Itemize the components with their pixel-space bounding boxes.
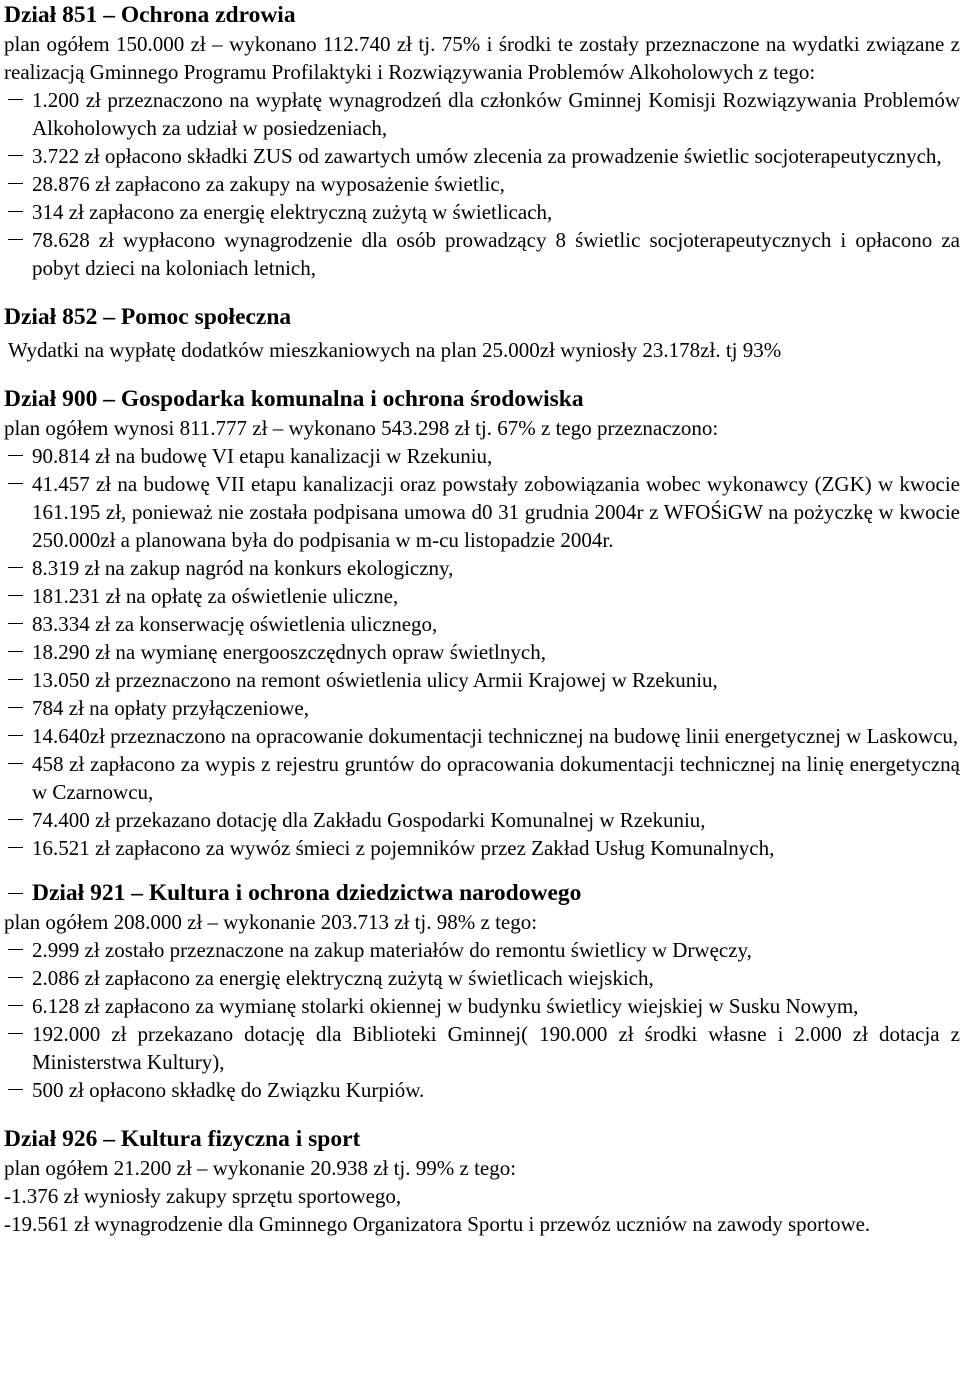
list-item: 458 zł zapłacono za wypis z rejestru gruntów do opracowania dokumentacji technicznej na linię energetyczną w Czarnowcu, <box>4 750 960 806</box>
section-926-intro: plan ogółem 21.200 zł – wykonanie 20.938 zł tj. 99% z tego: <box>4 1156 517 1180</box>
section-852-text: Wydatki na wypłatę dodatków mieszkaniowych na plan 25.000zł wyniosły 23.178zł. tj 93% <box>8 338 782 362</box>
list-item: 192.000 zł przekazano dotację dla Biblioteki Gminnej( 190.000 zł środki własne i 2.000 zł dotacja z Ministerstwa Kultury), <box>4 1020 960 1076</box>
section-851-heading: Dział 851 – Ochrona zdrowia <box>4 2 296 28</box>
dash-bullet <box>8 183 23 184</box>
section-926-heading: Dział 926 – Kultura fizyczna i sport <box>4 1126 361 1152</box>
section-900-heading: Dział 900 – Gospodarka komunalna i ochrona środowiska <box>4 386 584 412</box>
dash-bullet <box>8 679 23 680</box>
list-item: 74.400 zł przekazano dotację dla Zakładu Gospodarki Komunalnej w Rzekuniu, <box>4 806 960 834</box>
section-921-heading: Dział 921 – Kultura i ochrona dziedzictwa narodowego <box>4 878 960 908</box>
section-852-heading: Dział 852 – Pomoc społeczna <box>4 304 292 330</box>
list-item: 28.876 zł zapłacono za zakupy na wyposażenie świetlic, <box>4 170 960 198</box>
section-900-intro: plan ogółem wynosi 811.777 zł – wykonano 543.298 zł tj. 67% z tego przeznaczono: <box>4 416 719 440</box>
list-item: 500 zł opłacono składkę do Związku Kurpiów. <box>4 1076 960 1104</box>
dash-bullet <box>8 595 23 596</box>
list-item: 16.521 zł zapłacono za wywóz śmieci z pojemników przez Zakład Usług Komunalnych, <box>4 834 960 862</box>
list-item: 784 zł na opłaty przyłączeniowe, <box>4 694 960 722</box>
list-item: 8.319 zł na zakup nagród na konkurs ekologiczny, <box>4 554 960 582</box>
dash-bullet <box>8 483 23 484</box>
list-item: 181.231 zł na opłatę za oświetlenie uliczne, <box>4 582 960 610</box>
dash-bullet <box>8 155 23 156</box>
list-item: 1.200 zł przeznaczono na wypłatę wynagrodzeń dla członków Gminnej Komisji Rozwiązywania Problemów Alkoholowych za udział w posiedzeniach, <box>4 86 960 142</box>
list-item: 3.722 zł opłacono składki ZUS od zawartych umów zlecenia za prowadzenie świetlic socjoterapeutycznych, <box>4 142 960 170</box>
section-921-intro: plan ogółem 208.000 zł – wykonanie 203.713 zł tj. 98% z tego: <box>4 910 538 934</box>
list-item: 13.050 zł przeznaczono na remont oświetlenia ulicy Armii Krajowej w Rzekuniu, <box>4 666 960 694</box>
dash-bullet <box>8 651 23 652</box>
list-item: 41.457 zł na budowę VII etapu kanalizacji oraz powstały zobowiązania wobec wykonawcy (ZGK) w kwocie 161.195 zł, ponieważ nie została podpisana umowa d0 31 grudnia 2004r z WFOŚiGW na pożyczkę w kwocie 250.000zł a planowana była do podpisania w m-cu listopadzie 2004r. <box>4 470 960 554</box>
list-item: 18.290 zł na wymianę energooszczędnych opraw świetlnych, <box>4 638 960 666</box>
list-item: 14.640zł przeznaczono na opracowanie dokumentacji technicznej na budowę linii energetycznej w Laskowcu, <box>4 722 960 750</box>
dash-bullet <box>8 763 23 764</box>
dash-bullet <box>8 1005 23 1006</box>
dash-bullet <box>8 735 23 736</box>
list-item: 2.999 zł zostało przeznaczone na zakup materiałów do remontu świetlicy w Drwęczy, <box>4 936 960 964</box>
dash-bullet <box>8 1033 23 1034</box>
list-item: 6.128 zł zapłacono za wymianę stolarki okiennej w budynku świetlicy wiejskiej w Susku Nowym, <box>4 992 960 1020</box>
list-item: 2.086 zł zapłacono za energię elektryczną zużytą w świetlicach wiejskich, <box>4 964 960 992</box>
list-item: 83.334 zł za konserwację oświetlenia ulicznego, <box>4 610 960 638</box>
list-item: 314 zł zapłacono za energię elektryczną zużytą w świetlicach, <box>4 198 960 226</box>
section-926-line: -19.561 zł wynagrodzenie dla Gminnego Organizatora Sportu i przewóz uczniów na zawody sportowe. <box>4 1212 871 1236</box>
dash-bullet <box>8 819 23 820</box>
dash-bullet <box>8 707 23 708</box>
section-851-intro: plan ogółem 150.000 zł – wykonano 112.740 zł tj. 75% i środki te zostały przeznaczone na wydatki związane z realizacją Gminnego Programu Profilaktyki i Rozwiązywania Problemów Alkoholowych z tego: <box>4 32 960 84</box>
dash-bullet <box>8 211 23 212</box>
dash-bullet <box>8 847 23 848</box>
dash-bullet <box>8 567 23 568</box>
section-926-line: -1.376 zł wyniosły zakupy sprzętu sportowego, <box>4 1184 402 1208</box>
dash-bullet <box>8 1089 23 1090</box>
dash-bullet <box>8 239 23 240</box>
dash-bullet <box>8 949 23 950</box>
dash-bullet <box>8 977 23 978</box>
list-item: 90.814 zł na budowę VI etapu kanalizacji w Rzekuniu, <box>4 442 960 470</box>
dash-bullet <box>8 455 23 456</box>
dash-bullet <box>8 623 23 624</box>
dash-bullet <box>8 893 23 894</box>
list-item: 78.628 zł wypłacono wynagrodzenie dla osób prowadzący 8 świetlic socjoterapeutycznych i opłacono za pobyt dzieci na koloniach letnich, <box>4 226 960 282</box>
dash-bullet <box>8 99 23 100</box>
